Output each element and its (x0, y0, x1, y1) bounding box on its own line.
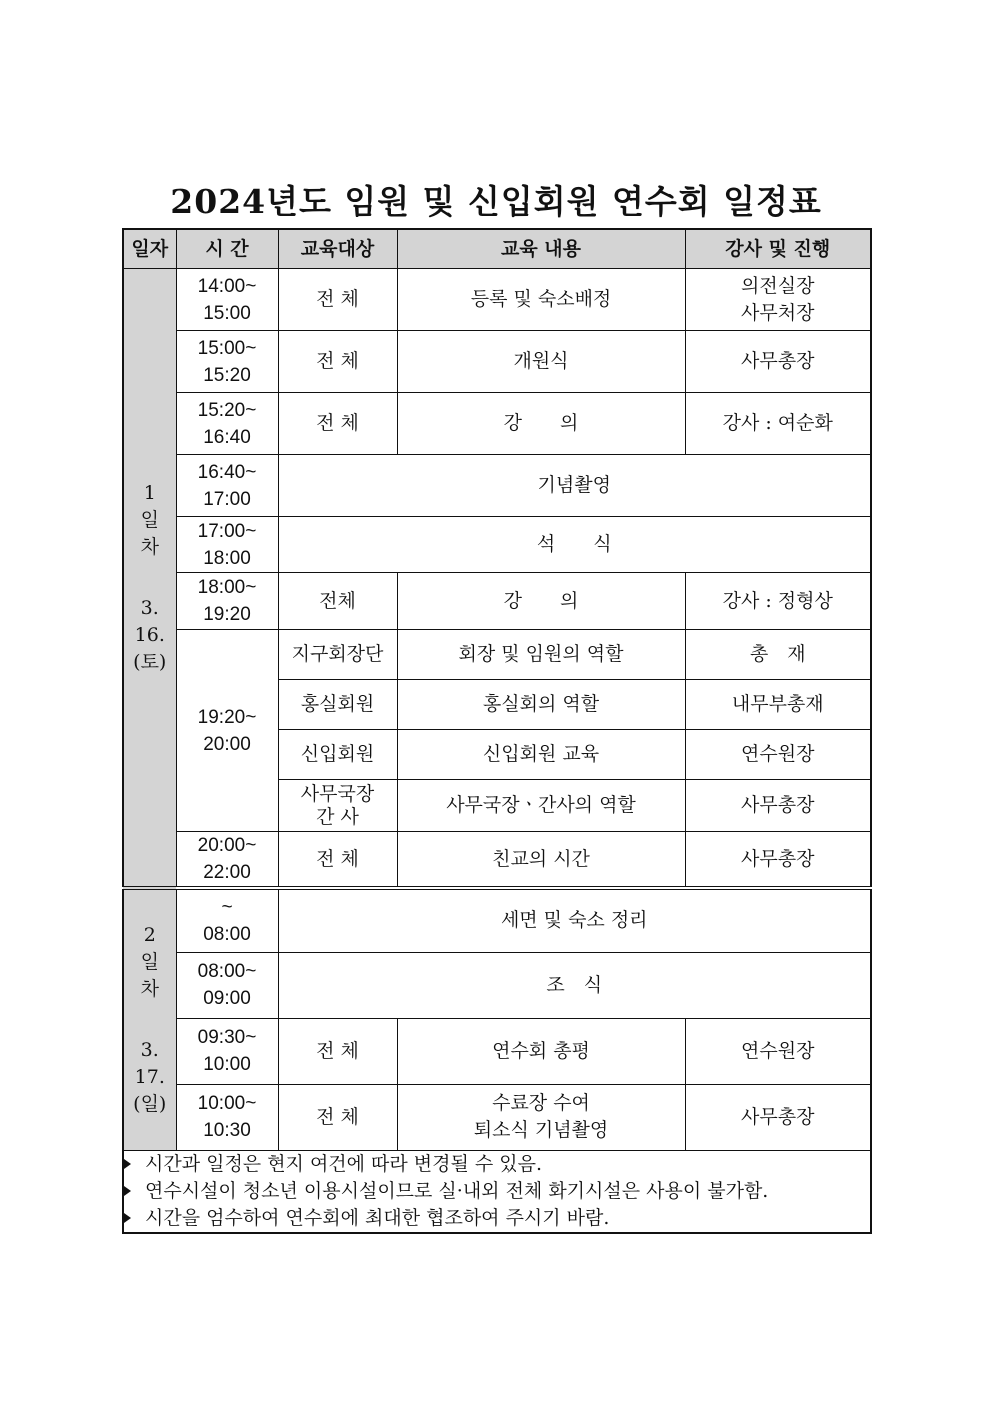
lead-cell: 강사 : 정형상 (685, 573, 871, 630)
table-row (123, 455, 871, 517)
target-cell: 사무국장 간 사 (278, 780, 397, 832)
notes-row (123, 1150, 871, 1233)
content-cell: 개원식 (397, 331, 685, 393)
target-cell: 홍실회원 (278, 680, 397, 730)
time-cell: 14:00~ 15:00 (176, 269, 278, 331)
target-cell: 신입회원 (278, 730, 397, 780)
content-cell: 사무국장ㆍ간사의 역할 (397, 780, 685, 832)
lead-cell: 총 재 (685, 630, 871, 680)
target-cell: 전 체 (278, 1084, 397, 1150)
time-cell: 19:20~ 20:00 (176, 630, 278, 832)
triangle-bullet-icon (124, 1159, 131, 1169)
lead-cell: 사무총장 (685, 1084, 871, 1150)
table-row (123, 269, 871, 331)
target-cell: 전 체 (278, 393, 397, 455)
triangle-bullet-icon (124, 1186, 131, 1196)
triangle-bullet-icon (124, 1213, 131, 1223)
schedule-table (122, 228, 872, 1234)
span-cell: 석 식 (278, 517, 871, 573)
target-cell: 전체 (278, 573, 397, 630)
table-row (123, 1084, 871, 1150)
time-cell: 17:00~ 18:00 (176, 517, 278, 573)
note-item: 연수시설이 청소년 이용시설이므로 실·내외 전체 화기시설은 사용이 불가함. (124, 1178, 870, 1205)
target-cell: 전 체 (278, 832, 397, 889)
header-content: 교육 내용 (397, 229, 685, 269)
lead-cell: 의전실장 사무처장 (685, 269, 871, 331)
table-row (123, 630, 871, 680)
lead-cell: 강사 : 여순화 (685, 393, 871, 455)
content-cell: 신입회원 교육 (397, 730, 685, 780)
table-row (123, 331, 871, 393)
span-cell: 기념촬영 (278, 455, 871, 517)
content-cell: 강 의 (397, 573, 685, 630)
notes-cell (123, 1150, 871, 1233)
table-row (123, 517, 871, 573)
table-row (123, 1018, 871, 1084)
note-item: 시간을 엄수하여 연수회에 최대한 협조하여 주시기 바람. (124, 1205, 870, 1232)
content-cell: 회장 및 임원의 역할 (397, 630, 685, 680)
content-cell: 연수회 총평 (397, 1018, 685, 1084)
lead-cell: 사무총장 (685, 780, 871, 832)
lead-cell: 사무총장 (685, 832, 871, 889)
page-title: 2024년도 임원 및 신입회원 연수회 일정표 (170, 182, 822, 221)
time-cell: ~ 08:00 (176, 888, 278, 952)
time-cell: 09:30~ 10:00 (176, 1018, 278, 1084)
table-row (123, 573, 871, 630)
time-cell: 18:00~ 19:20 (176, 573, 278, 630)
target-cell: 지구회장단 (278, 630, 397, 680)
content-cell: 강 의 (397, 393, 685, 455)
lead-cell: 사무총장 (685, 331, 871, 393)
span-cell: 세면 및 숙소 정리 (278, 888, 871, 952)
day1-cell: 1 일 차 3. 16. (토) (123, 269, 176, 889)
target-cell: 전 체 (278, 269, 397, 331)
lead-cell: 내무부총재 (685, 680, 871, 730)
time-cell: 15:20~ 16:40 (176, 393, 278, 455)
note-item: 시간과 일정은 현지 여건에 따라 변경될 수 있음. (124, 1151, 870, 1178)
time-cell: 10:00~ 10:30 (176, 1084, 278, 1150)
lead-cell: 연수원장 (685, 730, 871, 780)
header-date: 일자 (123, 229, 176, 269)
table-row (123, 888, 871, 952)
header-target: 교육대상 (278, 229, 397, 269)
time-cell: 16:40~ 17:00 (176, 455, 278, 517)
time-cell: 20:00~ 22:00 (176, 832, 278, 889)
table-row (123, 832, 871, 889)
header-row (123, 229, 871, 269)
day2-cell: 2 일 차 3. 17. (일) (123, 888, 176, 1150)
table-row (123, 952, 871, 1018)
lead-cell: 연수원장 (685, 1018, 871, 1084)
target-cell: 전 체 (278, 1018, 397, 1084)
content-cell: 등록 및 숙소배정 (397, 269, 685, 331)
content-cell: 수료장 수여 퇴소식 기념촬영 (397, 1084, 685, 1150)
time-cell: 15:00~ 15:20 (176, 331, 278, 393)
span-cell: 조 식 (278, 952, 871, 1018)
content-cell: 홍실회의 역할 (397, 680, 685, 730)
header-time: 시 간 (176, 229, 278, 269)
content-cell: 친교의 시간 (397, 832, 685, 889)
time-cell: 08:00~ 09:00 (176, 952, 278, 1018)
table-row (123, 393, 871, 455)
header-lead: 강사 및 진행 (685, 229, 871, 269)
target-cell: 전 체 (278, 331, 397, 393)
